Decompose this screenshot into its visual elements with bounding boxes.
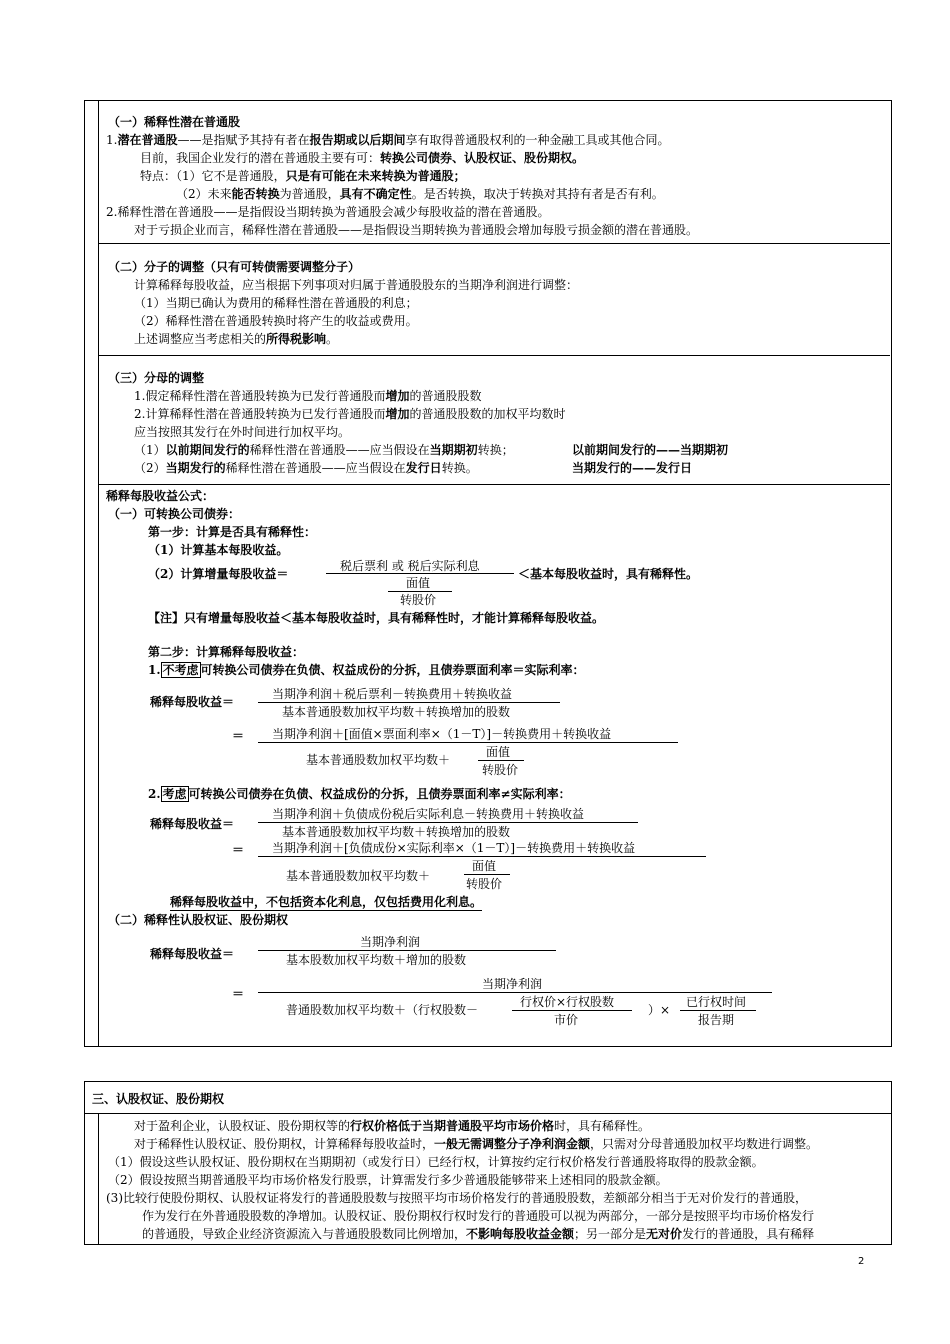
- sec2-line3: （2）稀释性潜在普通股转换时将产生的收益或费用。: [134, 314, 418, 328]
- f7-den-text-a: 普通股数加权平均数＋（行权股数－: [286, 1003, 479, 1017]
- f3-den-numerator: 面值: [486, 745, 511, 759]
- f6-fraction-bar: [258, 950, 556, 951]
- f5-den-numerator: 面值: [472, 859, 497, 873]
- f5-den-text: 基本普通股数加权平均数＋: [286, 869, 431, 883]
- lower-table-left-column-divider: [98, 1113, 99, 1244]
- f5-den-denominator: 转股价: [466, 877, 503, 891]
- sec1-line2: 目前，我国企业发行的潜在普通股主要有可：转换公司债券、认股权证、股份期权。: [140, 151, 585, 165]
- sec3-line4: （1）以前期间发行的稀释性潜在普通股——应当假设在当期期初转换；: [134, 443, 514, 457]
- sec4-sub2: （二）稀释性认股权证、股份期权: [108, 913, 289, 927]
- f7-fraction-bar: [258, 992, 772, 993]
- sec1-line3: 特点：（1）它不是普通股，只是有可能在未来转换为普通股；: [140, 169, 466, 183]
- f3-equals: ＝: [232, 729, 245, 743]
- f5-den-fraction-bar: [464, 874, 510, 875]
- f7-numerator: 当期净利润: [482, 977, 543, 991]
- sec1-line4: （2）未来能否转换为普通股，具有不确定性。是否转换，取决于转换对其持有者是否有利。: [176, 187, 664, 201]
- f6-numerator: 当期净利润: [360, 935, 421, 949]
- f7-inner-numerator: 行权价×行权股数: [520, 995, 615, 1009]
- page-number: 2: [858, 1256, 865, 1267]
- sec3-line2: 2.计算稀释性潜在普通股转换为已发行普通股而增加的普通股股数的加权平均数时: [134, 407, 566, 421]
- sec1-line1: 1.潜在普通股——是指赋予其持有者在报告期或以后期间享有取得普通股权利的一种金融工具或其他合同。: [106, 133, 670, 147]
- f5-fraction-bar: [258, 856, 706, 857]
- sec1-line6: 对于亏损企业而言，稀释性潜在普通股——是指假设当期转换为普通股会增加每股亏损金额的潜在普通股。: [134, 223, 699, 237]
- f3-fraction-bar: [258, 742, 678, 743]
- sec2-line2: （1）当期已确认为费用的稀释性潜在普通股的利息；: [134, 296, 418, 310]
- sec4-title: 稀释每股收益公式：: [106, 489, 215, 503]
- f1-numerator: 税后票利 或 税后实际利息: [340, 559, 480, 573]
- sec1-line5: 2.稀释性潜在普通股——是指假设当期转换为普通股会减少每股收益的潜在普通股。: [106, 205, 550, 219]
- f3-numerator: 当期净利润＋[面值×票面利率×（1－T）]－转换费用＋转换收益: [272, 727, 612, 741]
- f1-den-numerator: 面值: [406, 576, 431, 590]
- sec4-step1-item2: （2）计算增量每股收益＝: [148, 567, 289, 581]
- sec4-note: 【注】只有增量每股收益＜基本每股收益时，具有稀释性时，才能计算稀释每股收益。: [148, 611, 605, 625]
- case2-label: 稀释每股收益＝: [150, 817, 235, 831]
- sec1-title: （一）稀释性潜在普通股: [108, 115, 241, 129]
- f7-inner-denominator: 市价: [554, 1013, 579, 1027]
- f6-denominator: 基本股数加权平均数＋增加的股数: [286, 953, 467, 967]
- f7-inner-fraction-bar: [512, 1010, 632, 1011]
- row-divider-3: [98, 484, 890, 485]
- sec2-line4: 上述调整应当考虑相关的所得税影响。: [134, 332, 339, 346]
- f1-condition: ＜基本每股收益时，具有稀释性。: [518, 567, 699, 581]
- f3-den-text: 基本普通股数加权平均数＋: [306, 753, 451, 767]
- f1-den-denominator: 转股价: [400, 593, 437, 607]
- f5-equals: ＝: [232, 843, 245, 857]
- sec5-line4: （2）假设按照当期普通股平均市场价格发行股票，计算需发行多少普通股能够带来上述相同的股款金额。: [108, 1173, 668, 1187]
- row-divider-2: [98, 355, 890, 356]
- f7-time-denominator: 报告期: [698, 1013, 735, 1027]
- sec3-line4-summary: 以前期间发行的——当期期初: [572, 443, 729, 457]
- sec5-line3: （1）假设这些认股权证、股份期权在当期期初（或发行日）已经行权，计算按约定行权价格发行普通股将取得的股款金额。: [108, 1155, 764, 1169]
- sec5-line7: 的普通股，导致企业经济资源流入与普通股股数同比例增加，不影响每股收益金额；另一部分是无对价发行的普通股，具有稀释: [142, 1227, 815, 1241]
- f4-fraction-bar: [258, 822, 638, 823]
- sec3-title: （三）分母的调整: [108, 371, 205, 385]
- sec3-line1: 1.假定稀释性潜在普通股转换为已发行普通股而增加的普通股股数: [134, 389, 482, 403]
- case1-heading: 1. 不考虑 可转换公司债券在负债、权益成份的分拆，且债券票面利率＝实际利率：: [148, 663, 585, 677]
- f4-numerator: 当期净利润＋负债成份税后实际利息－转换费用＋转换收益: [272, 807, 585, 821]
- case2-heading: 2. 考虑 可转换公司债券在负债、权益成份的分拆，且债券票面利率≠实际利率：: [148, 787, 571, 801]
- sec5-title: 三、认股权证、股份期权: [92, 1092, 225, 1106]
- f3-den-denominator: 转股价: [482, 763, 519, 777]
- sec5-line5: (3)比较行使股份期权、认股权证将发行的普通股股数与按照平均市场价格发行的普通股股数，差额部分相当于无对价发行的普通股，: [106, 1191, 808, 1205]
- lower-header-divider: [84, 1113, 891, 1114]
- f7-den-text-b: ）×: [648, 1003, 671, 1017]
- f1-fraction-bar: [326, 573, 514, 574]
- sec3-line3: 应当按照其发行在外时间进行加权平均。: [134, 425, 351, 439]
- f3-den-fraction-bar: [478, 760, 524, 761]
- f5-numerator: 当期净利润＋[负债成份×实际利率×（1－T）]－转换费用＋转换收益: [272, 841, 636, 855]
- sec4-sub1: （一）可转换公司债券：: [108, 507, 241, 521]
- sec4-step1: 第一步：计算是否具有稀释性：: [148, 525, 317, 539]
- f2-denominator: 基本普通股数加权平均数＋转换增加的股数: [282, 705, 511, 719]
- f7-time-fraction-bar: [680, 1010, 756, 1011]
- f2-fraction-bar: [258, 702, 560, 703]
- sec5-line1: 对于盈利企业，认股权证、股份期权等的行权价格低于当期普通股平均市场价格时，具有稀释性。: [134, 1119, 651, 1133]
- row-divider-1: [98, 243, 890, 244]
- case2-note: 稀释每股收益中，不包括资本化利息，仅包括费用化利息。: [170, 895, 483, 909]
- f7-equals: ＝: [232, 987, 245, 1001]
- f7-time-numerator: 已行权时间: [686, 995, 747, 1009]
- sec5-line6: 作为发行在外普通股股数的净增加。认股权证、股份期权行权时发行的普通股可以视为两部分，一部分是按照平均市场价格发行: [142, 1209, 815, 1223]
- f4-denominator: 基本普通股数加权平均数＋转换增加的股数: [282, 825, 511, 839]
- sec2-title: （二）分子的调整（只有可转债需要调整分子）: [108, 260, 361, 274]
- sec4-step1-item1: （1）计算基本每股收益。: [148, 543, 289, 557]
- sec5-line2: 对于稀释性认股权证、股份期权，计算稀释每股收益时，一般无需调整分子净利润金额，只需对分母普通股加权平均数进行调整。: [134, 1137, 819, 1151]
- case3-label: 稀释每股收益＝: [150, 947, 235, 961]
- sec2-line1: 计算稀释每股收益，应当根据下列事项对归属于普通股股东的当期净利润进行调整：: [134, 278, 579, 292]
- sec4-step2: 第二步：计算稀释每股收益：: [148, 645, 305, 659]
- case1-label: 稀释每股收益＝: [150, 695, 235, 709]
- sec3-line5: （2）当期发行的稀释性潜在普通股——应当假设在发行日转换。: [134, 461, 478, 475]
- sec3-line5-summary: 当期发行的——发行日: [572, 461, 693, 475]
- f2-numerator: 当期净利润＋税后票利－转换费用＋转换收益: [272, 687, 513, 701]
- upper-table-left-column-divider: [98, 100, 99, 1046]
